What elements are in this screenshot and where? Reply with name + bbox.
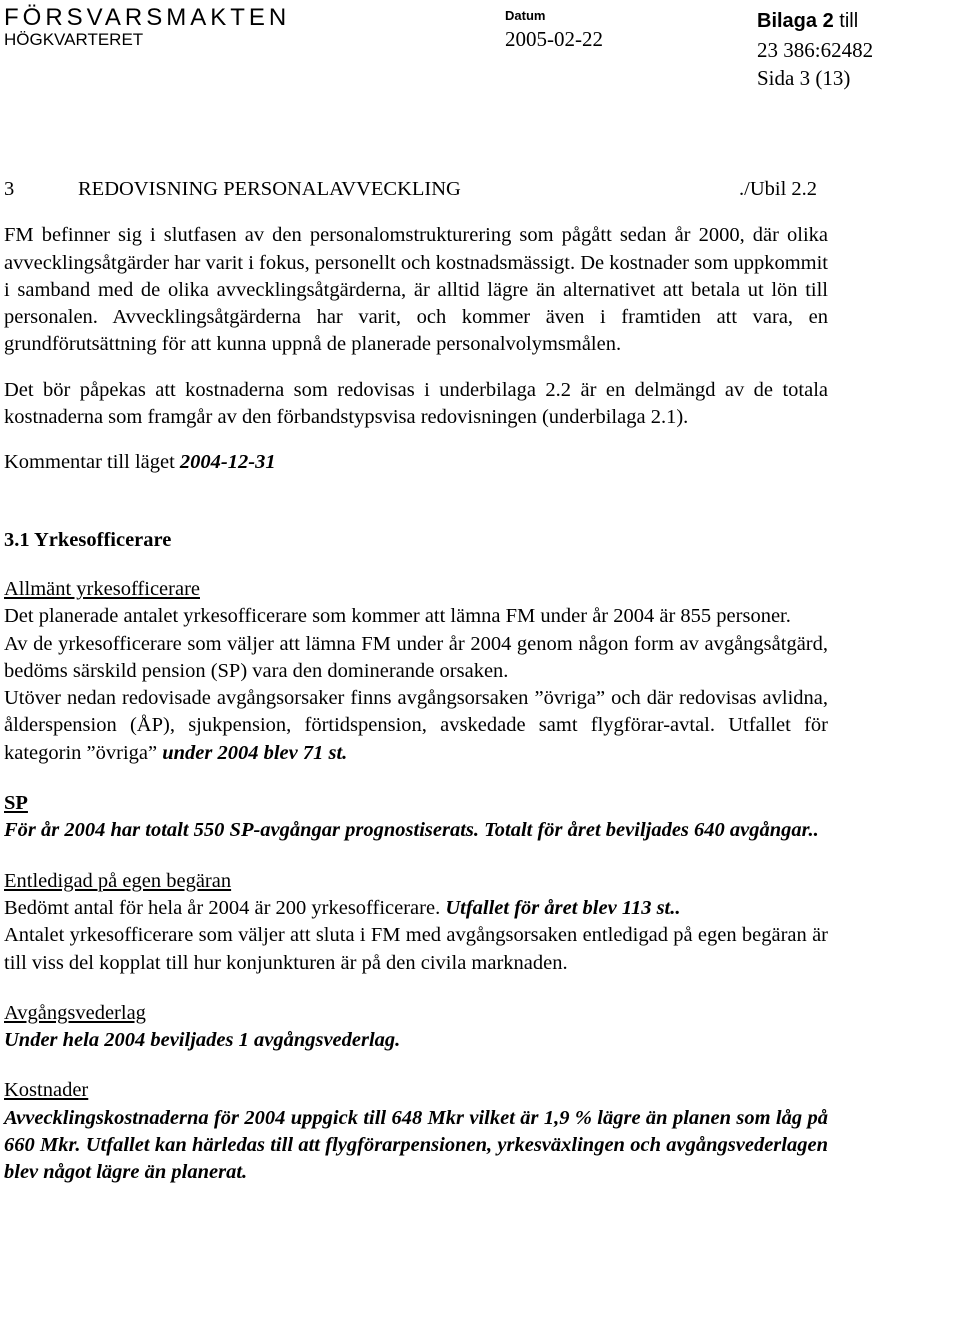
unit-name: HÖGKVARTERET [4,30,144,49]
document-body [4,176,828,1187]
date-label: Datum [505,8,546,23]
avgangsvederlag-heading: Avgångsvederlag [4,1001,146,1024]
comment-line [4,449,828,476]
organization-name: FÖRSVARSMAKTEN [4,4,291,31]
kostnader-heading: Kostnader [4,1079,89,1102]
allmant-heading: Allmänt yrkesofficerare [4,577,200,600]
document-date: 2005-02-22 [505,27,603,51]
sp-heading: SP [4,792,28,815]
attachment-label [757,10,858,33]
section-heading [4,176,828,203]
cost-note-paragraph: Det bör påpekas att kostnaderna som redovisas i underbilaga 2.2 är en delmängd av de totala kostnaderna som framgår av den förbandstypsvisa redovisningen (underbilaga 2.1). [4,378,828,429]
allmant-paragraph-3-text: Utöver nedan redovisade avgångsorsaker finns avgångsorsaken ”övriga” och där redovisas avlidna, ålderspension (ÅP), sjukpension, förtidspension, avskedade samt flygförar-avtal. Utfallet för kategorin ”övriga” [4,687,828,764]
entledigad-paragraph-1 [4,895,828,922]
attachment-label-rest: till [833,10,859,32]
entledigad-paragraph-1-emphasis: Utfallet för året blev 113 st.. [445,896,681,919]
attachment-label-bold: Bilaga 2 [757,10,834,32]
comment-prefix: Kommentar till läget [4,451,180,474]
subsection-title: 3.1 Yrkesofficerare [4,528,172,551]
section-title: REDOVISNING PERSONALAVVECKLING [78,178,461,200]
allmant-paragraph-2: Av de yrkesofficerare som väljer att lämna FM under år 2004 genom någon form av avgångsåtgärd, bedöms särskild pension (SP) vara den dominerande orsaken. [4,632,828,682]
intro-paragraph: FM befinner sig i slutfasen av den personalomstrukturering som pågått sedan år 2000, där olika avvecklingsåtgärder har varit i fokus, personellt och kostnadsmässigt. De kostnader som uppkommit i samband med de olika avvecklingsåtgärderna, är alltid lägre än alternativet att betala ut lön till personalen. Avvecklingsåtgärderna har varit, och kommer även i framtiden att vara, en grundförutsättning för att kunna uppnå de planerade personalvolymsmålen. [4,224,828,356]
allmant-paragraph-3 [4,685,828,767]
entledigad-paragraph-1-text: Bedömt antal för hela år 2004 är 200 yrkesofficerare. [4,896,446,919]
entledigad-paragraph-2: Antalet yrkesofficerare som väljer att sluta i FM med avgångsorsaken entledigad på egen begäran är till viss del kopplat till hur konjunkturen är på den civila marknaden. [4,924,828,974]
kostnader-paragraph: Avvecklingskostnaderna för 2004 uppgick till 648 Mkr vilket är 1,9 % lägre än planen som låg på 660 Mkr. Utfallet kan härledas till att flygförarpensionen, yrkesväxlingen och avgångsvederlagen blev något lägre än planerat. [4,1106,828,1184]
section-reference: ./Ubil 2.2 [739,178,818,200]
section-number: 3 [4,178,15,200]
reference-number: 23 386:62482 [757,38,874,62]
allmant-paragraph-1: Det planerade antalet yrkesofficerare som kommer att lämna FM under år 2004 är 855 personer. [4,605,791,628]
page-number: Sida 3 (13) [757,66,851,90]
allmant-paragraph-3-emphasis: under 2004 blev 71 st. [162,741,348,764]
sp-paragraph: För år 2004 har totalt 550 SP-avgångar prognostiserats. Totalt för året beviljades 640 avgångar.. [4,819,819,842]
entledigad-heading: Entledigad på egen begäran [4,869,232,892]
comment-date: 2004-12-31 [179,451,276,474]
avgangsvederlag-paragraph: Under hela 2004 beviljades 1 avgångsvederlag. [4,1029,401,1052]
